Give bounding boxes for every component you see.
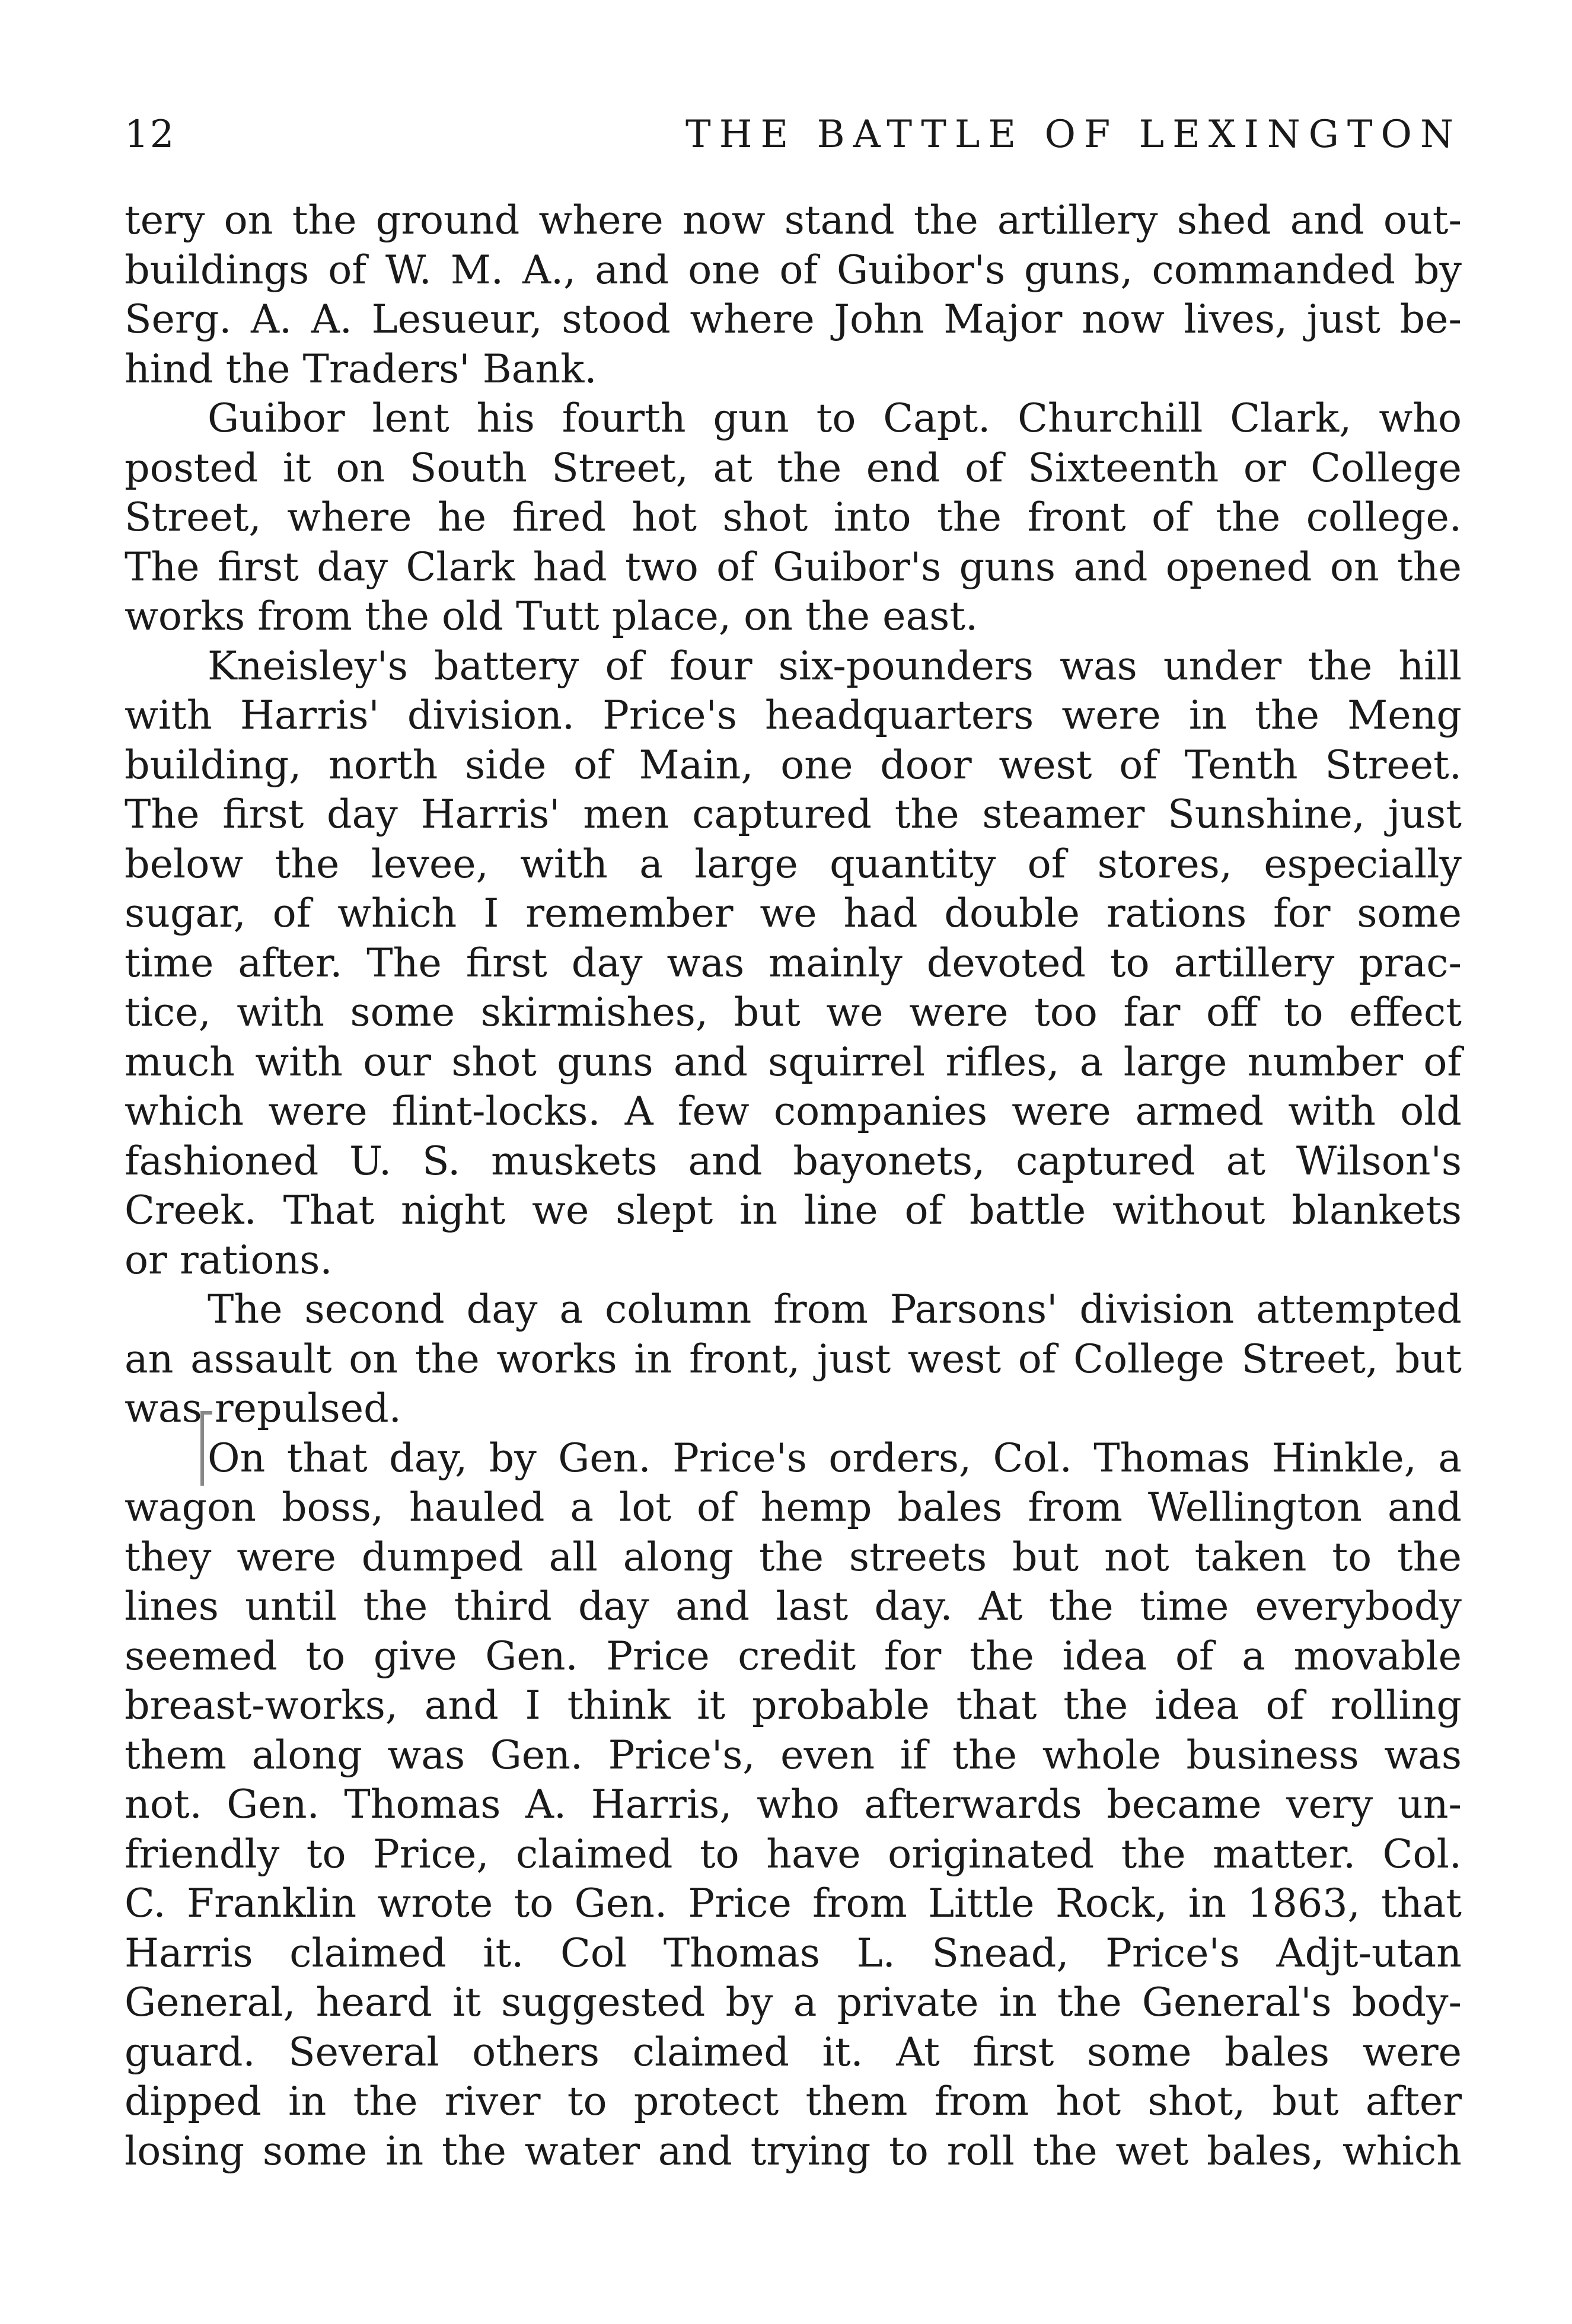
- margin-bracket-mark: [200, 1411, 212, 1486]
- text-line: breast-works, and I think it probable that the idea of rolling: [125, 1682, 1462, 1728]
- text-line: Guibor lent his fourth gun to Capt. Churchill Clark, who: [208, 395, 1462, 441]
- text-line: fashioned U. S. muskets and bayonets, captured at Wilson's: [125, 1137, 1462, 1184]
- text-line: The first day Harris' men captured the steamer Sunshine, just: [125, 791, 1462, 837]
- text-line: C. Franklin wrote to Gen. Price from Little Rock, in 1863, that: [125, 1880, 1462, 1926]
- paragraph: [125, 1285, 1462, 1434]
- text-line: The second day a column from Parsons' division attempted: [208, 1286, 1462, 1332]
- text-line: Creek. That night we slept in line of battle without blankets: [125, 1187, 1462, 1233]
- paragraph: [125, 394, 1462, 641]
- running-head: [125, 113, 1462, 178]
- text-line: which were flint-locks. A few companies were armed with old: [125, 1088, 1462, 1134]
- text-line: posted it on South Street, at the end of Sixteenth or College: [125, 444, 1462, 491]
- text-line: The first day Clark had two of Guibor's guns and opened on the: [125, 543, 1462, 590]
- text-line: On that day, by Gen. Price's orders, Col. Thomas Hinkle, a: [208, 1434, 1462, 1481]
- text-line: sugar, of which I remember we had double rations for some: [125, 890, 1462, 936]
- paragraph: [125, 1434, 1462, 2176]
- text-line: them along was Gen. Price's, even if the whole business was: [125, 1731, 1462, 1778]
- text-line: with Harris' division. Price's headquarters were in the Meng: [125, 692, 1462, 738]
- text-line: was repulsed.: [125, 1385, 401, 1431]
- text-line: Serg. A. A. Lesueur, stood where John Major now lives, just be-: [125, 296, 1462, 342]
- text-line: lines until the third day and last day. At the time everybody: [125, 1583, 1462, 1629]
- text-line: seemed to give Gen. Price credit for the idea of a movable: [125, 1632, 1462, 1679]
- text-line: works from the old Tutt place, on the east.: [125, 593, 978, 639]
- text-line: much with our shot guns and squirrel rifles, a large number of: [125, 1038, 1462, 1085]
- text-line: hind the Traders' Bank.: [125, 345, 597, 392]
- text-line: friendly to Price, claimed to have originated the matter. Col.: [125, 1830, 1462, 1877]
- text-line: an assault on the works in front, just west of College Street, but: [125, 1335, 1462, 1382]
- text-line: Street, where he fired hot shot into the front of the college.: [125, 494, 1462, 540]
- text-line: losing some in the water and trying to roll the wet bales, which: [125, 2127, 1462, 2174]
- text-line: building, north side of Main, one door west of Tenth Street.: [125, 741, 1462, 788]
- text-line: or rations.: [125, 1236, 333, 1283]
- running-title: THE BATTLE OF LEXINGTON: [685, 113, 1462, 157]
- text-line: they were dumped all along the streets but not taken to the: [125, 1533, 1462, 1580]
- page-number: 12: [125, 113, 176, 157]
- text-line: buildings of W. M. A., and one of Guibor's guns, commanded by: [125, 246, 1462, 293]
- paragraph: [125, 196, 1462, 394]
- body-text: [125, 196, 1462, 2176]
- text-line: time after. The first day was mainly devoted to artillery prac-: [125, 939, 1462, 986]
- text-line: tice, with some skirmishes, but we were too far off to effect: [125, 989, 1462, 1035]
- text-line: guard. Several others claimed it. At first some bales were: [125, 2028, 1462, 2075]
- paragraph: [125, 641, 1462, 1285]
- text-line: General, heard it suggested by a private in the General's body-: [125, 1979, 1462, 2025]
- text-line: Harris claimed it. Col Thomas L. Snead, Price's Adjt-utan: [125, 1929, 1462, 1976]
- text-line: tery on the ground where now stand the artillery shed and out-: [125, 197, 1462, 243]
- text-line: dipped in the river to protect them from hot shot, but after: [125, 2078, 1462, 2124]
- text-line: below the levee, with a large quantity of stores, especially: [125, 840, 1462, 887]
- text-line: not. Gen. Thomas A. Harris, who afterwards became very un-: [125, 1781, 1462, 1827]
- text-line: Kneisley's battery of four six-pounders was under the hill: [208, 642, 1462, 689]
- text-line: wagon boss, hauled a lot of hemp bales from Wellington and: [125, 1484, 1462, 1530]
